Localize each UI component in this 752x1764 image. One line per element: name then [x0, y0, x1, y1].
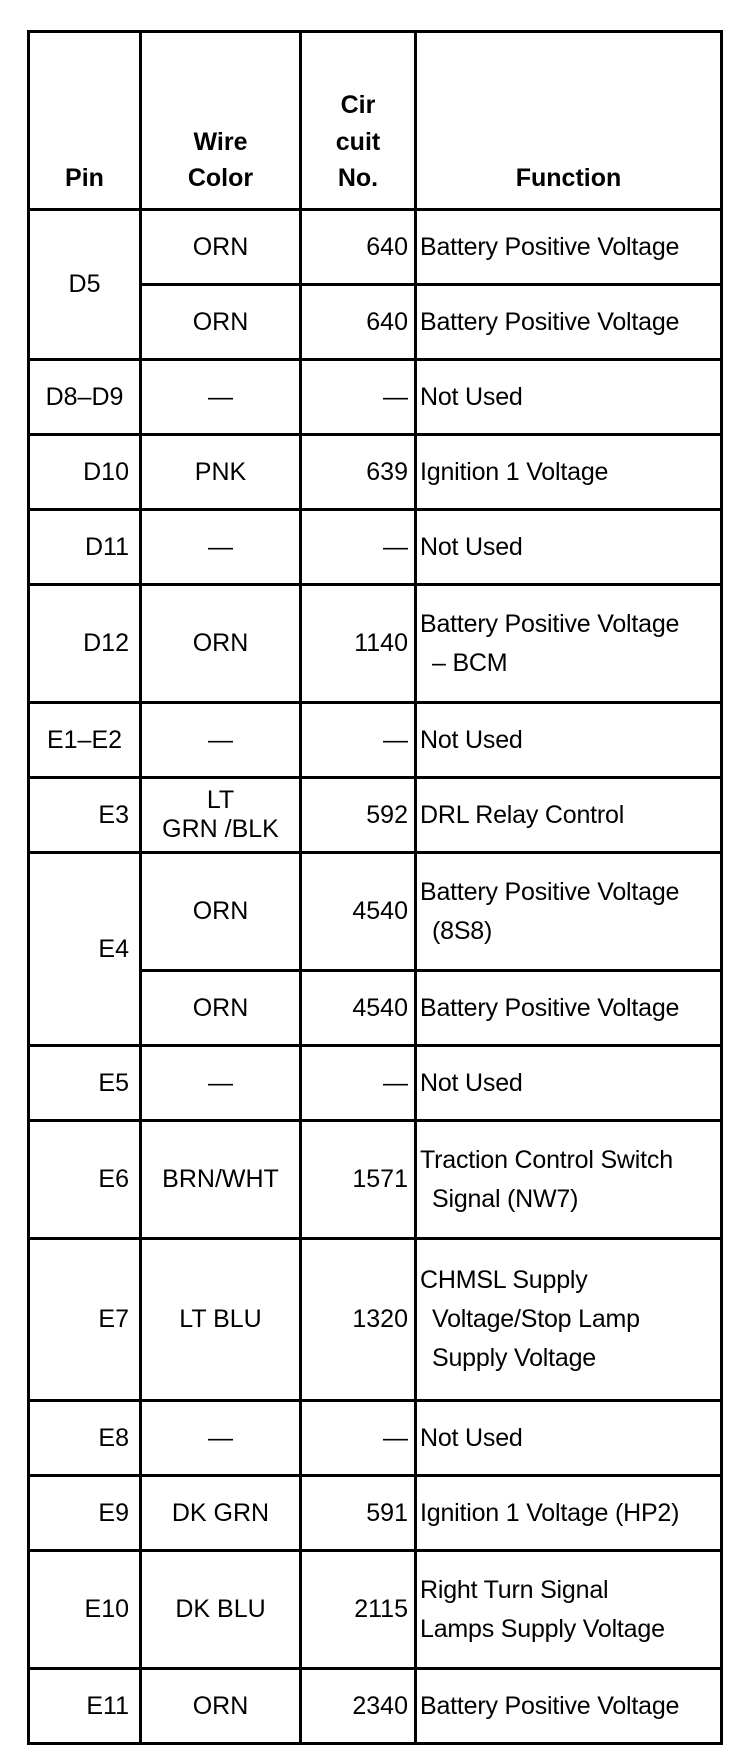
- table-row: [29, 1476, 722, 1551]
- circuit-cell: 639: [301, 435, 416, 510]
- pin-cell: E7: [29, 1239, 141, 1401]
- wire-color-cell: ORN: [141, 210, 301, 285]
- pin-cell: D5: [29, 210, 141, 360]
- function-cell: Battery Positive Voltage – BCM: [416, 585, 722, 703]
- wire-color-cell: —: [141, 1401, 301, 1476]
- pin-cell: D10: [29, 435, 141, 510]
- pin-cell: E9: [29, 1476, 141, 1551]
- wire-color-cell: PNK: [141, 435, 301, 510]
- pin-cell: D12: [29, 585, 141, 703]
- header-row: [29, 32, 722, 210]
- pin-cell: D8–D9: [29, 360, 141, 435]
- table-row: [29, 1046, 722, 1121]
- circuit-cell: —: [301, 703, 416, 778]
- function-cell: CHMSL Supply Voltage/Stop Lamp Supply Voltage: [416, 1239, 722, 1401]
- table-row: [29, 1401, 722, 1476]
- circuit-cell: —: [301, 1401, 416, 1476]
- pin-cell: E3: [29, 778, 141, 853]
- header-circuit-no: Cir cuit No.: [301, 32, 416, 210]
- connector-pinout-table: [27, 30, 723, 1745]
- wire-color-cell: —: [141, 1046, 301, 1121]
- function-cell: Battery Positive Voltage (8S8): [416, 853, 722, 971]
- wire-color-cell: ORN: [141, 585, 301, 703]
- pin-cell: E1–E2: [29, 703, 141, 778]
- circuit-cell: 1140: [301, 585, 416, 703]
- wire-color-cell: DK BLU: [141, 1551, 301, 1669]
- function-cell: Battery Positive Voltage: [416, 971, 722, 1046]
- table-row: [29, 853, 722, 971]
- wire-color-cell: —: [141, 703, 301, 778]
- header-function: Function: [416, 32, 722, 210]
- wire-color-cell: ORN: [141, 853, 301, 971]
- circuit-cell: 2115: [301, 1551, 416, 1669]
- wire-color-cell: LT GRN /BLK: [141, 778, 301, 853]
- circuit-cell: 591: [301, 1476, 416, 1551]
- function-cell: Not Used: [416, 510, 722, 585]
- circuit-cell: 2340: [301, 1669, 416, 1744]
- table-row: [29, 778, 722, 853]
- function-cell: Ignition 1 Voltage (HP2): [416, 1476, 722, 1551]
- wire-color-cell: DK GRN: [141, 1476, 301, 1551]
- circuit-cell: 640: [301, 285, 416, 360]
- pin-cell: E4: [29, 853, 141, 1046]
- circuit-cell: 640: [301, 210, 416, 285]
- table-row: [29, 360, 722, 435]
- wire-color-cell: BRN/WHT: [141, 1121, 301, 1239]
- wire-color-cell: —: [141, 360, 301, 435]
- wire-color-cell: ORN: [141, 971, 301, 1046]
- table-row: [29, 1239, 722, 1401]
- wire-color-cell: ORN: [141, 285, 301, 360]
- pin-cell: E11: [29, 1669, 141, 1744]
- table-row: [29, 1551, 722, 1669]
- function-cell: Ignition 1 Voltage: [416, 435, 722, 510]
- table-row: [29, 585, 722, 703]
- table-row: [29, 435, 722, 510]
- table-row: [29, 703, 722, 778]
- pin-cell: E8: [29, 1401, 141, 1476]
- table-row: [29, 210, 722, 285]
- function-cell: Traction Control Switch Signal (NW7): [416, 1121, 722, 1239]
- circuit-cell: —: [301, 360, 416, 435]
- wire-color-cell: LT BLU: [141, 1239, 301, 1401]
- header-pin: Pin: [29, 32, 141, 210]
- function-cell: DRL Relay Control: [416, 778, 722, 853]
- circuit-cell: 1571: [301, 1121, 416, 1239]
- pin-cell: E10: [29, 1551, 141, 1669]
- circuit-cell: —: [301, 510, 416, 585]
- function-cell: Battery Positive Voltage: [416, 1669, 722, 1744]
- pin-cell: E5: [29, 1046, 141, 1121]
- circuit-cell: 592: [301, 778, 416, 853]
- table-row: [29, 510, 722, 585]
- function-cell: Right Turn Signal Lamps Supply Voltage: [416, 1551, 722, 1669]
- table-row: [29, 1669, 722, 1744]
- function-cell: Battery Positive Voltage: [416, 210, 722, 285]
- function-cell: Not Used: [416, 1046, 722, 1121]
- function-cell: Not Used: [416, 360, 722, 435]
- pin-cell: E6: [29, 1121, 141, 1239]
- function-cell: Not Used: [416, 703, 722, 778]
- function-cell: Battery Positive Voltage: [416, 285, 722, 360]
- function-cell: Not Used: [416, 1401, 722, 1476]
- header-wire-color: Wire Color: [141, 32, 301, 210]
- circuit-cell: 4540: [301, 853, 416, 971]
- table-row: [29, 1121, 722, 1239]
- wire-color-cell: —: [141, 510, 301, 585]
- wire-color-cell: ORN: [141, 1669, 301, 1744]
- circuit-cell: 1320: [301, 1239, 416, 1401]
- circuit-cell: 4540: [301, 971, 416, 1046]
- circuit-cell: —: [301, 1046, 416, 1121]
- pin-cell: D11: [29, 510, 141, 585]
